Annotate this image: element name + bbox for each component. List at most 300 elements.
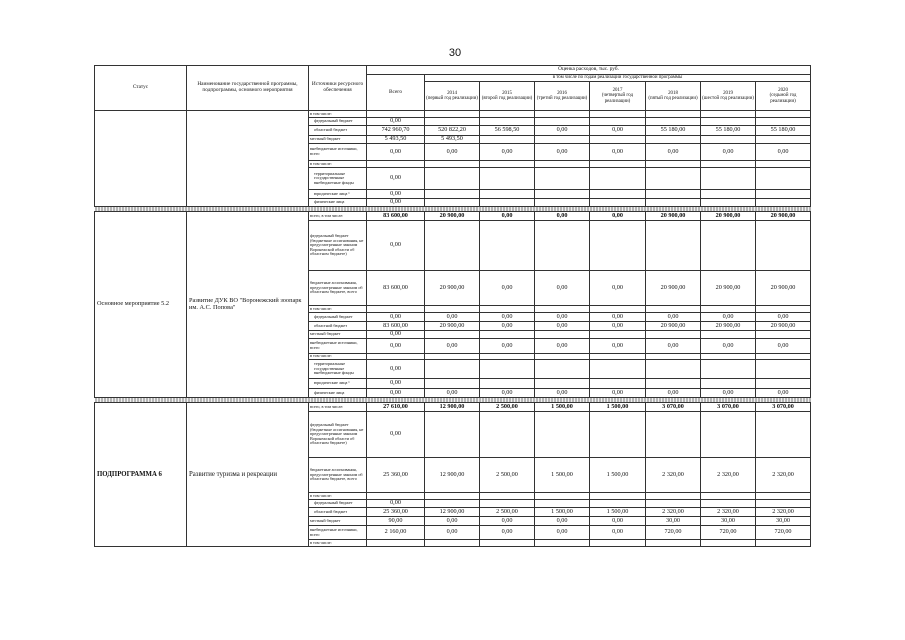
cell-total: 0,00 xyxy=(367,331,425,339)
cell-year-2015 xyxy=(480,412,535,458)
cell-year-2017: 0,00 xyxy=(590,126,646,136)
cell-year-2016 xyxy=(535,111,590,118)
cell-year-2014: 20 900,00 xyxy=(425,212,480,221)
row-source: местный бюджет xyxy=(309,517,367,526)
cell-year-2019 xyxy=(701,190,756,199)
cell-year-2016 xyxy=(535,168,590,190)
cell-year-2016: 1 500,00 xyxy=(535,508,590,517)
cell-year-2015: 0,00 xyxy=(480,339,535,354)
cell-year-2018 xyxy=(646,500,701,508)
row-source: всего, в том числе: xyxy=(309,212,367,221)
cell-year-2020 xyxy=(756,412,811,458)
row-name: Развитие ДУК ВО "Воронежский зоопарк им. А.С. Попова" xyxy=(187,212,309,398)
cell-total: 0,00 xyxy=(367,199,425,207)
cell-year-2018: 30,00 xyxy=(646,517,701,526)
cell-year-2019: 55 180,00 xyxy=(701,126,756,136)
cell-total: 2 160,00 xyxy=(367,526,425,540)
cell-year-2017: 0,00 xyxy=(590,339,646,354)
cell-total: 742 960,70 xyxy=(367,126,425,136)
row-source: юридические лица ¹ xyxy=(309,190,367,199)
cell-year-2016: 0,00 xyxy=(535,126,590,136)
row-source: физические лица xyxy=(309,389,367,398)
cell-year-2017 xyxy=(590,379,646,389)
cell-year-2016: 1 500,00 xyxy=(535,403,590,412)
header-year-2019 xyxy=(701,82,756,111)
cell-year-2017: 0,00 xyxy=(590,271,646,306)
cell-year-2016 xyxy=(535,412,590,458)
cell-year-2015 xyxy=(480,111,535,118)
cell-year-2020 xyxy=(756,199,811,207)
cell-year-2018 xyxy=(646,379,701,389)
cell-total: 0,00 xyxy=(367,313,425,322)
cell-year-2018: 20 900,00 xyxy=(646,271,701,306)
cell-year-2019 xyxy=(701,161,756,168)
cell-total: 0,00 xyxy=(367,190,425,199)
cell-year-2019 xyxy=(701,379,756,389)
header-name: Наименование государственной программы, подпрограммы, основного мероприятия xyxy=(187,66,309,111)
cell-total: 83 600,00 xyxy=(367,271,425,306)
header-year-note: (первый год реализации) xyxy=(426,96,478,101)
cell-year-2019: 20 900,00 xyxy=(701,322,756,331)
cell-year-2020 xyxy=(756,190,811,199)
cell-year-2017 xyxy=(590,221,646,271)
row-source: местный бюджет xyxy=(309,136,367,144)
cell-year-2015 xyxy=(480,118,535,126)
cell-year-2018: 0,00 xyxy=(646,339,701,354)
cell-total: 27 610,00 xyxy=(367,403,425,412)
cell-year-2017 xyxy=(590,331,646,339)
header-year-note: (третий год реализации) xyxy=(536,96,588,101)
cell-year-2014 xyxy=(425,306,480,313)
cell-total: 5 493,50 xyxy=(367,136,425,144)
cell-year-2020 xyxy=(756,221,811,271)
cell-year-2015 xyxy=(480,379,535,389)
cell-total xyxy=(367,540,425,547)
header-estimate: Оценка расходов, тыс. руб. xyxy=(367,66,811,75)
cell-total: 90,00 xyxy=(367,517,425,526)
cell-year-2018: 0,00 xyxy=(646,313,701,322)
cell-year-2016 xyxy=(535,500,590,508)
table-row xyxy=(95,111,811,118)
cell-total: 0,00 xyxy=(367,412,425,458)
cell-year-2018 xyxy=(646,136,701,144)
cell-year-2020 xyxy=(756,379,811,389)
cell-year-2018 xyxy=(646,221,701,271)
cell-year-2015: 0,00 xyxy=(480,313,535,322)
cell-year-2017 xyxy=(590,111,646,118)
header-year-note: (пятый год реализации) xyxy=(648,96,698,101)
cell-year-2018: 3 070,00 xyxy=(646,403,701,412)
header-status: Статус xyxy=(95,66,187,111)
cell-year-2017: 0,00 xyxy=(590,526,646,540)
header-year-label: 2020 xyxy=(778,88,788,94)
row-source: территориальные государственные внебюджетные фонды xyxy=(309,360,367,379)
cell-year-2018 xyxy=(646,306,701,313)
cell-year-2014: 20 900,00 xyxy=(425,322,480,331)
cell-year-2014 xyxy=(425,199,480,207)
cell-year-2015: 0,00 xyxy=(480,389,535,398)
row-source: федеральный бюджет (бюджетные ассигнования, не предусмотренные законом Воронежской области об областном бюджете) xyxy=(309,412,367,458)
cell-year-2014: 0,00 xyxy=(425,313,480,322)
row-source: юридические лица ¹ xyxy=(309,379,367,389)
cell-year-2018: 720,00 xyxy=(646,526,701,540)
cell-year-2017 xyxy=(590,199,646,207)
cell-year-2019: 20 900,00 xyxy=(701,271,756,306)
page-number: 30 xyxy=(448,47,462,59)
cell-year-2020 xyxy=(756,118,811,126)
cell-year-2015: 56 598,50 xyxy=(480,126,535,136)
cell-total: 25 360,00 xyxy=(367,508,425,517)
cell-year-2014: 5 493,50 xyxy=(425,136,480,144)
cell-year-2016 xyxy=(535,199,590,207)
cell-year-2015 xyxy=(480,331,535,339)
row-source: в том числе: xyxy=(309,111,367,118)
cell-total xyxy=(367,306,425,313)
cell-year-2017 xyxy=(590,412,646,458)
cell-year-2018 xyxy=(646,412,701,458)
cell-total xyxy=(367,161,425,168)
cell-year-2015: 0,00 xyxy=(480,144,535,161)
cell-year-2018: 2 320,00 xyxy=(646,458,701,493)
cell-year-2016 xyxy=(535,360,590,379)
cell-year-2020 xyxy=(756,136,811,144)
cell-year-2019 xyxy=(701,136,756,144)
cell-year-2015: 0,00 xyxy=(480,212,535,221)
cell-year-2020: 0,00 xyxy=(756,339,811,354)
table-row xyxy=(95,212,811,221)
row-source: бюджетные ассигнования, предусмотренные законом об областном бюджете, всего xyxy=(309,458,367,493)
cell-year-2019: 0,00 xyxy=(701,339,756,354)
header-year-note: (четвертый год реализации) xyxy=(601,93,634,104)
cell-year-2019: 3 070,00 xyxy=(701,403,756,412)
header-year-note: (второй год реализации) xyxy=(481,96,533,101)
cell-year-2015: 2 500,00 xyxy=(480,458,535,493)
cell-year-2017: 0,00 xyxy=(590,389,646,398)
row-source: внебюджетные источники, всего xyxy=(309,339,367,354)
header-year-2017 xyxy=(590,82,646,111)
header-source: Источники ресурсного обеспечения xyxy=(309,66,367,111)
cell-total: 0,00 xyxy=(367,379,425,389)
row-source: федеральный бюджет (бюджетные ассигнования, не предусмотренные законом Воронежской области об областном бюджете) xyxy=(309,221,367,271)
header-by-years: в том числе по годам реализации государственной программы xyxy=(425,75,811,82)
cell-year-2020 xyxy=(756,500,811,508)
cell-total: 83 600,00 xyxy=(367,212,425,221)
cell-year-2016: 0,00 xyxy=(535,389,590,398)
cell-year-2018 xyxy=(646,111,701,118)
cell-year-2020 xyxy=(756,331,811,339)
cell-year-2017 xyxy=(590,136,646,144)
row-source: территориальные государственные внебюджетные фонды xyxy=(309,168,367,190)
cell-year-2016 xyxy=(535,161,590,168)
cell-year-2016: 0,00 xyxy=(535,313,590,322)
cell-year-2019: 0,00 xyxy=(701,144,756,161)
cell-year-2015 xyxy=(480,306,535,313)
cell-year-2015: 0,00 xyxy=(480,322,535,331)
cell-year-2020: 20 900,00 xyxy=(756,271,811,306)
row-status: ПОДПРОГРАММА 6 xyxy=(95,403,187,547)
cell-year-2017: 0,00 xyxy=(590,313,646,322)
cell-year-2018 xyxy=(646,493,701,500)
cell-year-2014: 520 822,20 xyxy=(425,126,480,136)
cell-year-2016 xyxy=(535,136,590,144)
row-source: в том числе: xyxy=(309,493,367,500)
cell-year-2017: 1 500,00 xyxy=(590,403,646,412)
header-year-2014 xyxy=(425,82,480,111)
cell-year-2017 xyxy=(590,118,646,126)
cell-year-2017: 0,00 xyxy=(590,517,646,526)
cell-year-2016: 0,00 xyxy=(535,339,590,354)
row-source: федеральный бюджет xyxy=(309,313,367,322)
cell-year-2014 xyxy=(425,412,480,458)
cell-year-2020: 2 320,00 xyxy=(756,458,811,493)
cell-total: 0,00 xyxy=(367,360,425,379)
cell-year-2019 xyxy=(701,331,756,339)
cell-total: 83 600,00 xyxy=(367,322,425,331)
cell-year-2014: 12 900,00 xyxy=(425,508,480,517)
cell-year-2017: 0,00 xyxy=(590,144,646,161)
cell-year-2014: 0,00 xyxy=(425,389,480,398)
cell-year-2015: 2 500,00 xyxy=(480,403,535,412)
cell-year-2014: 0,00 xyxy=(425,144,480,161)
cell-total: 25 360,00 xyxy=(367,458,425,493)
cell-year-2020 xyxy=(756,168,811,190)
cell-year-2019 xyxy=(701,199,756,207)
cell-year-2018 xyxy=(646,118,701,126)
cell-year-2014 xyxy=(425,331,480,339)
cell-year-2015: 0,00 xyxy=(480,271,535,306)
cell-year-2014: 0,00 xyxy=(425,517,480,526)
cell-total xyxy=(367,111,425,118)
row-source: всего, в том числе: xyxy=(309,403,367,412)
cell-year-2015 xyxy=(480,493,535,500)
cell-year-2018 xyxy=(646,199,701,207)
row-source: областной бюджет xyxy=(309,508,367,517)
cell-year-2017: 1 500,00 xyxy=(590,458,646,493)
cell-year-2014 xyxy=(425,221,480,271)
cell-year-2018 xyxy=(646,331,701,339)
cell-year-2015 xyxy=(480,168,535,190)
cell-year-2020: 720,00 xyxy=(756,526,811,540)
row-source: в том числе: xyxy=(309,540,367,547)
cell-year-2019: 0,00 xyxy=(701,389,756,398)
cell-year-2018 xyxy=(646,190,701,199)
table-row xyxy=(95,403,811,412)
cell-year-2018 xyxy=(646,360,701,379)
cell-year-2018 xyxy=(646,540,701,547)
cell-year-2019 xyxy=(701,221,756,271)
cell-year-2016: 0,00 xyxy=(535,517,590,526)
cell-total: 0,00 xyxy=(367,339,425,354)
cell-year-2016 xyxy=(535,493,590,500)
cell-year-2016 xyxy=(535,118,590,126)
cell-year-2019: 2 320,00 xyxy=(701,508,756,517)
cell-year-2020: 0,00 xyxy=(756,313,811,322)
row-source: физические лица xyxy=(309,199,367,207)
cell-year-2015 xyxy=(480,500,535,508)
cell-year-2016 xyxy=(535,379,590,389)
cell-year-2016 xyxy=(535,540,590,547)
cell-year-2016: 1 500,00 xyxy=(535,458,590,493)
cell-year-2020 xyxy=(756,161,811,168)
cell-year-2018: 20 900,00 xyxy=(646,212,701,221)
header-year-note: (седьмой год реализации) xyxy=(769,93,797,104)
row-source: бюджетные ассигнования, предусмотренные законом об областном бюджете, всего xyxy=(309,271,367,306)
cell-year-2020: 20 900,00 xyxy=(756,322,811,331)
cell-year-2016: 0,00 xyxy=(535,271,590,306)
header-row-1 xyxy=(95,66,811,75)
header-year-label: 2014 xyxy=(447,90,457,96)
cell-year-2015: 0,00 xyxy=(480,526,535,540)
budget-table xyxy=(94,65,811,547)
cell-year-2020: 0,00 xyxy=(756,144,811,161)
cell-year-2018: 0,00 xyxy=(646,389,701,398)
cell-year-2015 xyxy=(480,360,535,379)
cell-year-2019 xyxy=(701,360,756,379)
cell-total: 0,00 xyxy=(367,118,425,126)
cell-year-2018: 0,00 xyxy=(646,144,701,161)
cell-year-2017 xyxy=(590,360,646,379)
cell-year-2017 xyxy=(590,190,646,199)
cell-year-2014 xyxy=(425,379,480,389)
cell-year-2020 xyxy=(756,493,811,500)
row-source: в том числе: xyxy=(309,354,367,360)
cell-year-2014: 20 900,00 xyxy=(425,271,480,306)
cell-year-2014 xyxy=(425,540,480,547)
cell-year-2015 xyxy=(480,136,535,144)
cell-year-2014 xyxy=(425,500,480,508)
cell-total xyxy=(367,493,425,500)
row-source: в том числе: xyxy=(309,306,367,313)
cell-year-2017 xyxy=(590,493,646,500)
cell-year-2014 xyxy=(425,161,480,168)
cell-year-2019: 2 320,00 xyxy=(701,458,756,493)
header-year-2015 xyxy=(480,82,535,111)
row-status xyxy=(95,111,187,207)
header-year-label: 2019 xyxy=(723,90,733,96)
cell-year-2014 xyxy=(425,118,480,126)
cell-year-2014 xyxy=(425,493,480,500)
cell-year-2016: 0,00 xyxy=(535,526,590,540)
header-year-note: (шестой год реализации) xyxy=(702,96,754,101)
cell-year-2018 xyxy=(646,168,701,190)
cell-year-2016 xyxy=(535,221,590,271)
cell-year-2019 xyxy=(701,306,756,313)
cell-year-2019: 720,00 xyxy=(701,526,756,540)
cell-year-2014: 12 900,00 xyxy=(425,403,480,412)
cell-year-2015 xyxy=(480,190,535,199)
cell-year-2017 xyxy=(590,168,646,190)
cell-year-2015: 0,00 xyxy=(480,517,535,526)
cell-total: 0,00 xyxy=(367,221,425,271)
cell-year-2019 xyxy=(701,412,756,458)
cell-year-2020: 0,00 xyxy=(756,389,811,398)
cell-year-2019 xyxy=(701,500,756,508)
cell-year-2017 xyxy=(590,540,646,547)
cell-total: 0,00 xyxy=(367,389,425,398)
cell-year-2020 xyxy=(756,540,811,547)
cell-year-2020: 20 900,00 xyxy=(756,212,811,221)
header-year-label: 2016 xyxy=(557,90,567,96)
cell-year-2019 xyxy=(701,111,756,118)
cell-year-2018: 20 900,00 xyxy=(646,322,701,331)
cell-year-2014 xyxy=(425,111,480,118)
cell-year-2020: 55 180,00 xyxy=(756,126,811,136)
cell-year-2018: 55 180,00 xyxy=(646,126,701,136)
cell-year-2020 xyxy=(756,360,811,379)
cell-year-2017 xyxy=(590,500,646,508)
row-source: внебюджетные источники, всего xyxy=(309,526,367,540)
row-name xyxy=(187,111,309,207)
cell-year-2019: 0,00 xyxy=(701,313,756,322)
cell-year-2016 xyxy=(535,190,590,199)
header-year-label: 2018 xyxy=(668,90,678,96)
table-body xyxy=(95,66,811,547)
row-name: Развитие туризма и рекреации xyxy=(187,403,309,547)
cell-year-2020 xyxy=(756,111,811,118)
cell-year-2014: 0,00 xyxy=(425,339,480,354)
row-source: федеральный бюджет xyxy=(309,500,367,508)
cell-year-2020: 3 070,00 xyxy=(756,403,811,412)
cell-year-2016: 0,00 xyxy=(535,144,590,161)
cell-year-2014 xyxy=(425,360,480,379)
cell-year-2015 xyxy=(480,221,535,271)
cell-total: 0,00 xyxy=(367,500,425,508)
header-year-label: 2015 xyxy=(502,90,512,96)
cell-year-2014: 12 900,00 xyxy=(425,458,480,493)
cell-total: 0,00 xyxy=(367,144,425,161)
cell-year-2014 xyxy=(425,168,480,190)
row-source: областной бюджет xyxy=(309,126,367,136)
cell-year-2019: 30,00 xyxy=(701,517,756,526)
cell-year-2015 xyxy=(480,540,535,547)
cell-year-2017: 0,00 xyxy=(590,322,646,331)
cell-year-2020 xyxy=(756,306,811,313)
cell-total: 0,00 xyxy=(367,168,425,190)
cell-year-2019 xyxy=(701,540,756,547)
row-source: федеральный бюджет xyxy=(309,118,367,126)
cell-year-2019 xyxy=(701,493,756,500)
cell-year-2016: 0,00 xyxy=(535,322,590,331)
cell-year-2020: 30,00 xyxy=(756,517,811,526)
cell-year-2017: 1 500,00 xyxy=(590,508,646,517)
header-year-2016 xyxy=(535,82,590,111)
header-year-label: 2017 xyxy=(612,88,623,94)
header-year-2018 xyxy=(646,82,701,111)
row-source: местный бюджет xyxy=(309,331,367,339)
cell-year-2016 xyxy=(535,331,590,339)
cell-year-2015 xyxy=(480,199,535,207)
cell-year-2019 xyxy=(701,118,756,126)
cell-year-2018 xyxy=(646,161,701,168)
header-total: Всего xyxy=(367,75,425,111)
row-source: областной бюджет xyxy=(309,322,367,331)
cell-year-2016: 0,00 xyxy=(535,212,590,221)
cell-year-2015: 2 500,00 xyxy=(480,508,535,517)
row-source: внебюджетные источники, всего xyxy=(309,144,367,161)
cell-year-2014 xyxy=(425,190,480,199)
row-status: Основное мероприятие 5.2 xyxy=(95,212,187,398)
cell-year-2017: 0,00 xyxy=(590,212,646,221)
cell-year-2015 xyxy=(480,161,535,168)
cell-year-2017 xyxy=(590,306,646,313)
row-source: в том числе: xyxy=(309,161,367,168)
cell-year-2016 xyxy=(535,306,590,313)
cell-year-2019 xyxy=(701,168,756,190)
cell-year-2014: 0,00 xyxy=(425,526,480,540)
cell-year-2020: 2 320,00 xyxy=(756,508,811,517)
cell-year-2018: 2 320,00 xyxy=(646,508,701,517)
header-year-2020 xyxy=(756,82,811,111)
